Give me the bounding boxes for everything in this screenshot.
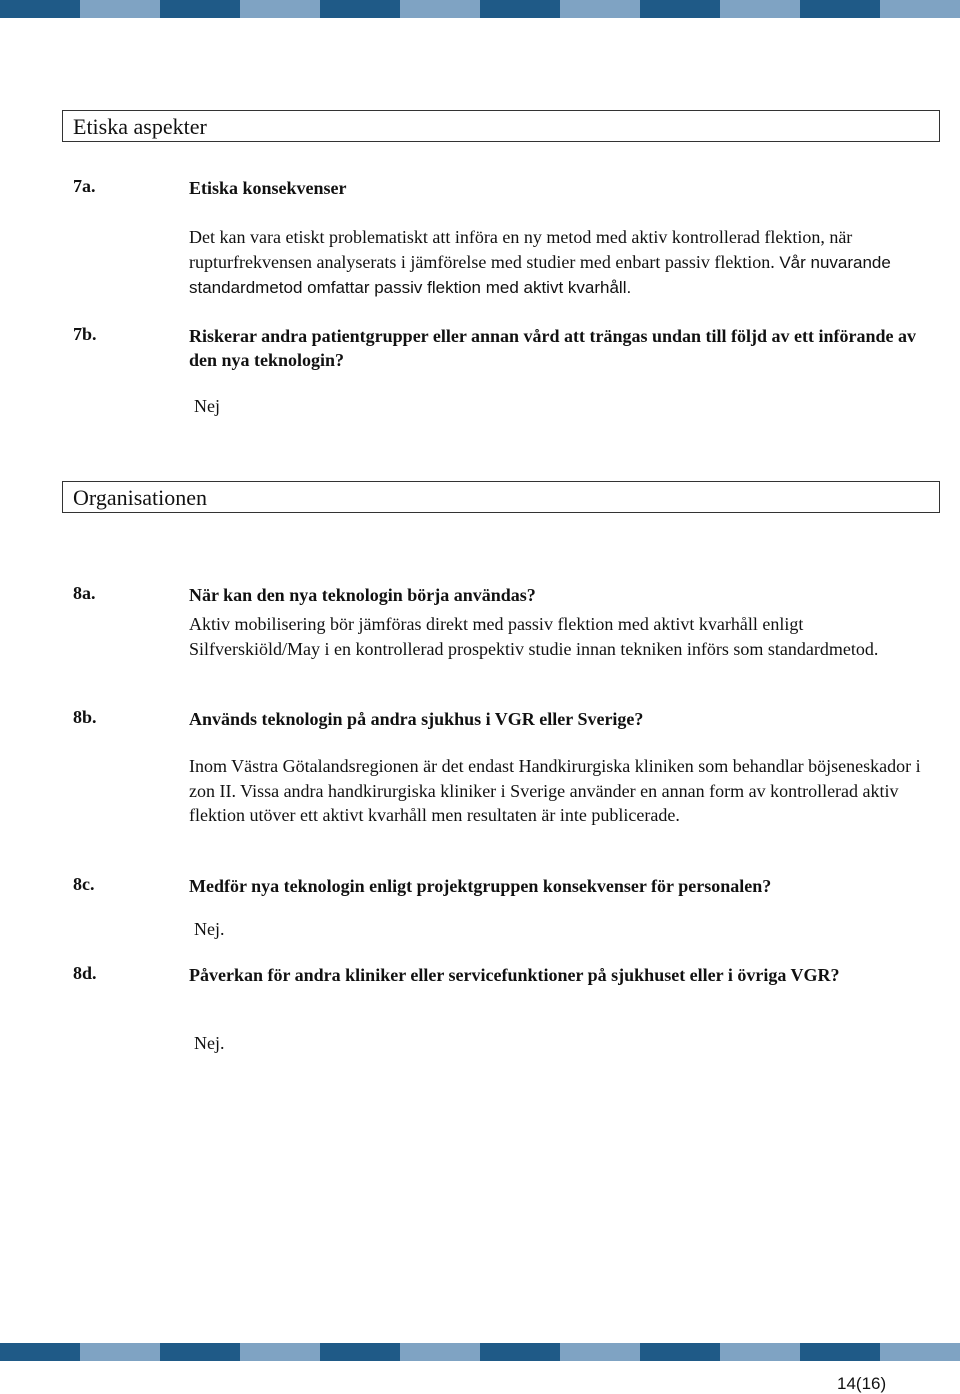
answer-text-8b: Inom Västra Götalandsregionen är det endast Handkirurgiska kliniken som behandlar böjseneskador i zon II. Vissa andra handkirurgiska kliniker i Sverige använder en annan form av kontrollerad aktiv flektion utöver ett aktivt kvarhåll men resultaten är inte publicerade.: [189, 756, 921, 825]
header-decor-band: [0, 0, 960, 18]
question-number-8c: 8c.: [73, 874, 95, 894]
question-title-8a: När kan den nya teknologin börja användas?: [189, 585, 536, 605]
question-number-7a: 7a.: [73, 176, 96, 196]
answer-text-7a-serif: Det kan vara etiskt problematiskt att införa en ny metod med aktiv kontrollerad flektion, när rupturfrekvensen analyserats i jämförelse med studier med enbart passiv flektion.: [189, 227, 853, 272]
question-title-8c: Medför nya teknologin enligt projektgruppen konsekvenser för personalen?: [189, 876, 772, 896]
footer-decor-band: [0, 1343, 960, 1361]
question-title-7b: Riskerar andra patientgrupper eller annan vård att trängas undan till följd av ett införande av den nya teknologin?: [189, 326, 917, 370]
answer-8c: Nej.: [194, 919, 225, 939]
answer-8d: Nej.: [194, 1033, 225, 1053]
section-heading-ethics: Etiska aspekter: [62, 110, 940, 142]
answer-7b: Nej: [194, 396, 220, 416]
answer-text-8a: Aktiv mobilisering bör jämföras direkt med passiv flektion med aktivt kvarhåll enligt Silfverskiöld/May i en kontrollerad prospektiv studie innan tekniken införs som standardmetod.: [189, 614, 879, 659]
question-title-8d: Påverkan för andra kliniker eller servicefunktioner på sjukhuset eller i övriga VGR?: [189, 965, 840, 985]
answer-text-7a-sans: Vår nuvarande standardmetod omfattar passiv flektion med aktivt kvarhåll.: [189, 252, 891, 297]
question-number-8a: 8a.: [73, 583, 96, 603]
question-title-8b: Används teknologin på andra sjukhus i VGR eller Sverige?: [189, 709, 644, 729]
answer-text-7a: [189, 225, 924, 301]
question-number-8d: 8d.: [73, 963, 97, 983]
question-title-7a: Etiska konsekvenser: [189, 178, 347, 198]
page-number: 14(16): [837, 1374, 887, 1393]
question-number-7b: 7b.: [73, 324, 97, 344]
question-number-8b: 8b.: [73, 707, 97, 727]
section-heading-organisation: Organisationen: [62, 481, 940, 513]
